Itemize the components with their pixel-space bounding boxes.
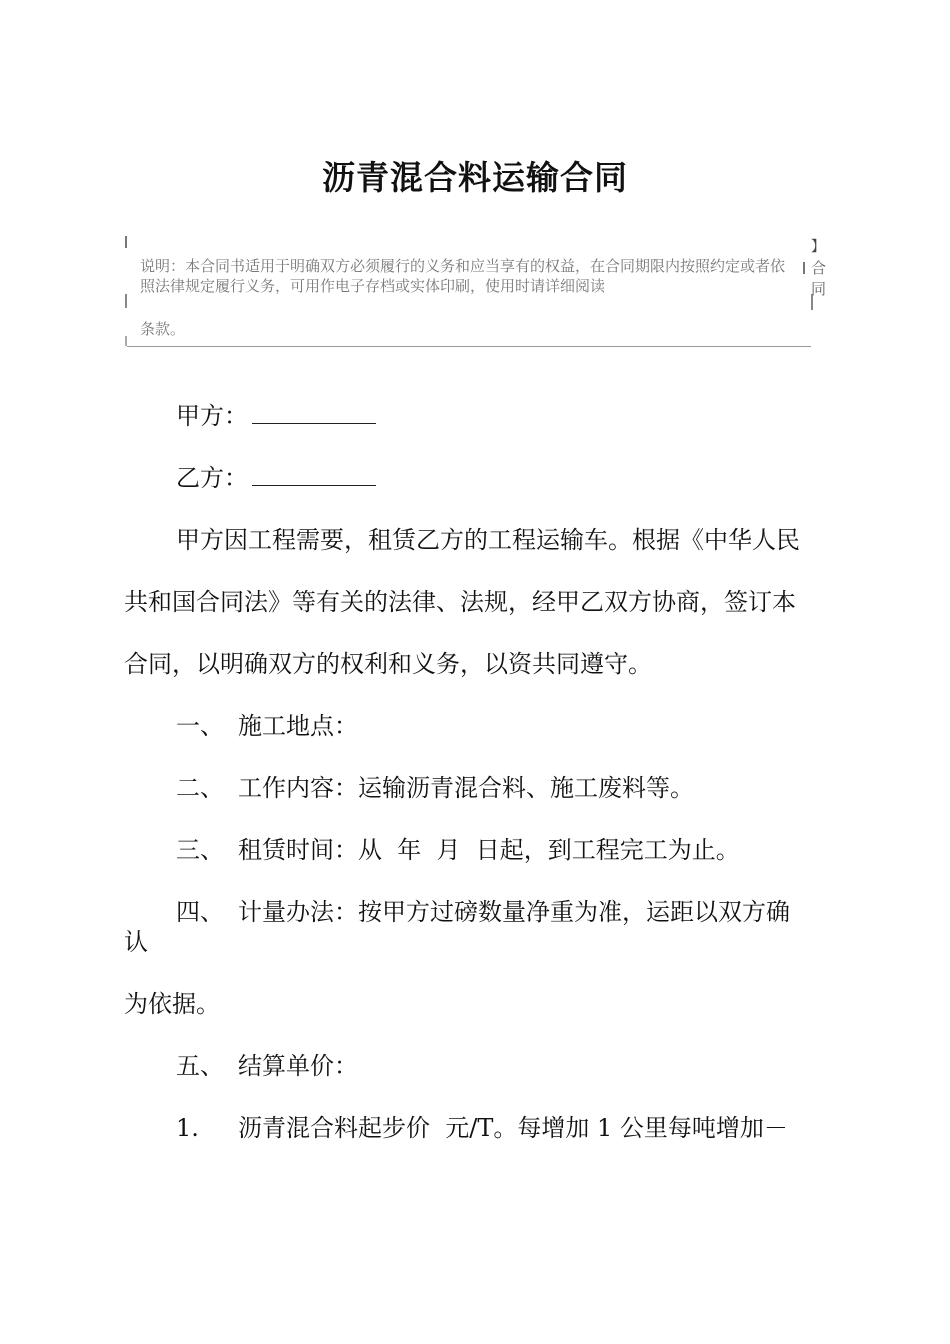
intro-line-3: 合同，以明确双方的权利和义务，以资共同遵守。 bbox=[124, 650, 652, 678]
bracket-icon: 】 bbox=[811, 239, 825, 255]
clause-text: 结算单价： bbox=[238, 1052, 358, 1080]
clause-4-continuation-2: 为依据。 bbox=[124, 990, 220, 1018]
clause-5 bbox=[124, 1046, 896, 1081]
clause-4-continuation: 认 bbox=[124, 928, 148, 956]
party-a-label: 甲方： bbox=[176, 402, 248, 430]
page-title: 沥青混合料运输合同 bbox=[322, 158, 628, 197]
item-number: 1. bbox=[176, 1114, 199, 1142]
intro-line-1: 甲方因工程需要，租赁乙方的工程运输车。根据《中华人民 bbox=[176, 526, 800, 554]
clause-text: 工作内容：运输沥青混合料、施工废料等。 bbox=[238, 774, 694, 802]
notice-bottom-border bbox=[127, 346, 811, 347]
intro-line-2: 共和国合同法》等有关的法律、法规，经甲乙双方协商，签订本 bbox=[124, 588, 796, 616]
clause-1 bbox=[124, 706, 896, 741]
party-a-line bbox=[124, 396, 896, 431]
clause-number: 三、 bbox=[176, 836, 224, 864]
item-1 bbox=[124, 1108, 896, 1143]
notice-border-mark bbox=[803, 262, 805, 274]
notice-border-mark bbox=[125, 336, 127, 346]
clause-text: 计量办法：按甲方过磅数量净重为准，运距以双方确 bbox=[238, 898, 790, 926]
party-b-blank[interactable] bbox=[252, 465, 376, 486]
clause-number: 一、 bbox=[176, 712, 224, 740]
notice-border-mark bbox=[125, 236, 127, 248]
party-b-label: 乙方： bbox=[176, 464, 248, 492]
notice-side-text: 合同 bbox=[811, 259, 827, 298]
clause-3 bbox=[124, 830, 896, 865]
clause-number: 五、 bbox=[176, 1052, 224, 1080]
notice-box bbox=[125, 234, 827, 350]
clause-text: 施工地点： bbox=[238, 712, 358, 740]
item-text: 沥青混合料起步价 元/T。每增加 1 公里每吨增加－ bbox=[238, 1114, 788, 1142]
clause-text: 租赁时间：从 年 月 日起，到工程完工为止。 bbox=[238, 836, 740, 864]
notice-body: 说明：本合同书适用于明确双方必须履行的义务和应当享有的权益，在合同期限内按照约定或者依照法律规定履行义务，可用作电子存档或实体印刷，使用时请详细阅读 bbox=[140, 257, 786, 295]
notice-tail: 条款。 bbox=[140, 320, 186, 338]
party-b-line bbox=[124, 458, 896, 493]
clause-number: 二、 bbox=[176, 774, 224, 802]
clause-number: 四、 bbox=[176, 898, 224, 926]
clause-2 bbox=[124, 768, 896, 803]
party-a-blank[interactable] bbox=[252, 403, 376, 424]
notice-border-mark bbox=[125, 294, 127, 308]
